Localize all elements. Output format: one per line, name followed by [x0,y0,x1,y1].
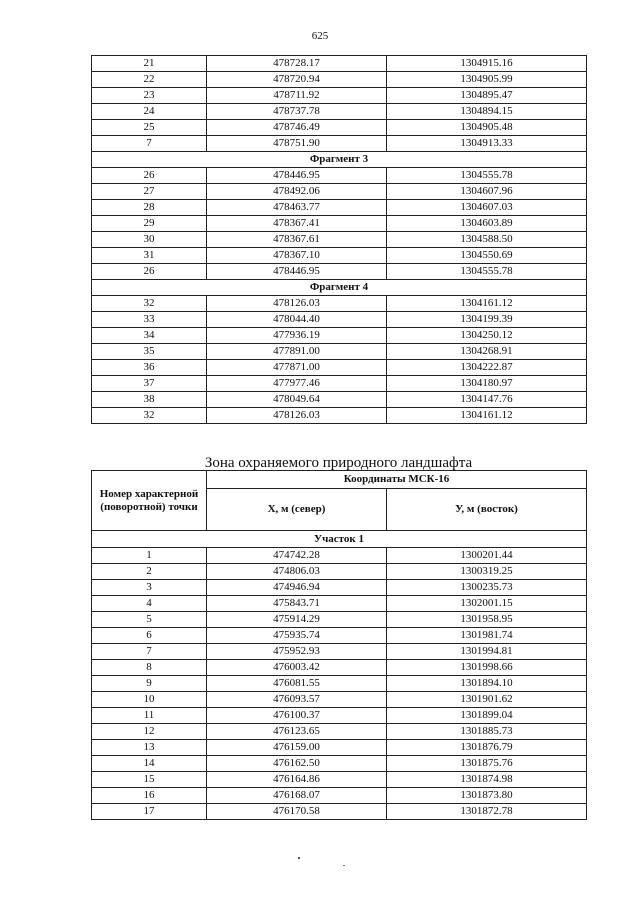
y-coordinate-cell: 1301899.04 [387,708,587,724]
table-row [92,200,587,216]
table-row [92,104,587,120]
point-number-cell: 8 [92,660,207,676]
table-row [92,772,587,788]
y-coordinate-cell: 1304588.50 [387,232,587,248]
protected-landscape-table [91,470,587,820]
point-number-cell: 16 [92,788,207,804]
table-row [92,692,587,708]
point-number-cell: 28 [92,200,207,216]
x-coordinate-cell: 476003.42 [207,660,387,676]
y-coordinate-cell: 1301994.81 [387,644,587,660]
table-row [92,392,587,408]
point-number-cell: 30 [92,232,207,248]
table-row [92,408,587,424]
point-number-cell: 37 [92,376,207,392]
y-coordinate-cell: 1304147.76 [387,392,587,408]
point-number-cell: 15 [92,772,207,788]
x-coordinate-cell: 478746.49 [207,120,387,136]
x-coordinate-cell: 474946.94 [207,580,387,596]
y-coordinate-cell: 1304250.12 [387,328,587,344]
x-coordinate-cell: 478446.95 [207,264,387,280]
point-number-cell: 5 [92,612,207,628]
scan-speck [343,865,345,866]
table-row [92,724,587,740]
y-coordinate-cell: 1301885.73 [387,724,587,740]
y-coordinate-cell: 1304161.12 [387,296,587,312]
x-coordinate-cell: 478711.92 [207,88,387,104]
x-coordinate-cell: 476162.50 [207,756,387,772]
table-row [92,376,587,392]
x-coordinate-cell: 476100.37 [207,708,387,724]
point-number-cell: 27 [92,184,207,200]
point-number-cell: 6 [92,628,207,644]
point-number-cell: 12 [92,724,207,740]
x-coordinate-cell: 476123.65 [207,724,387,740]
table-row [92,660,587,676]
point-number-cell: 7 [92,644,207,660]
point-number-cell: 13 [92,740,207,756]
table-row [92,360,587,376]
x-coordinate-cell: 478720.94 [207,72,387,88]
point-number-cell: 33 [92,312,207,328]
x-coordinate-cell: 475952.93 [207,644,387,660]
point-number-cell: 36 [92,360,207,376]
point-number-cell: 17 [92,804,207,820]
point-number-cell: 25 [92,120,207,136]
x-coordinate-cell: 477936.19 [207,328,387,344]
x-coordinate-cell: 478463.77 [207,200,387,216]
point-number-cell: 34 [92,328,207,344]
y-coordinate-cell: 1300235.73 [387,580,587,596]
x-coordinate-cell: 477891.00 [207,344,387,360]
point-number-cell: 22 [92,72,207,88]
table-row [92,328,587,344]
x-coordinate-cell: 478367.61 [207,232,387,248]
table-row [92,628,587,644]
x-coordinate-cell: 476170.58 [207,804,387,820]
y-coordinate-cell: 1304607.96 [387,184,587,200]
x-coordinate-cell: 478049.64 [207,392,387,408]
x-coordinate-cell: 477977.46 [207,376,387,392]
table-row [92,804,587,820]
coordinates-table-continued [91,55,587,424]
x-coordinate-cell: 475843.71 [207,596,387,612]
x-coordinate-cell: 476164.86 [207,772,387,788]
point-number-cell: 10 [92,692,207,708]
fragment-label: Фрагмент 3 [92,152,587,168]
y-coordinate-cell: 1304905.99 [387,72,587,88]
point-number-cell: 31 [92,248,207,264]
y-coordinate-cell: 1304895.47 [387,88,587,104]
table-row [92,312,587,328]
x-coordinate-cell: 475935.74 [207,628,387,644]
y-coordinate-cell: 1301875.76 [387,756,587,772]
y-coordinate-cell: 1301873.80 [387,788,587,804]
x-coordinate-cell: 474742.28 [207,548,387,564]
y-coordinate-cell: 1304180.97 [387,376,587,392]
point-number-cell: 4 [92,596,207,612]
table-row [92,184,587,200]
y-coordinate-cell: 1301874.98 [387,772,587,788]
y-coordinate-cell: 1304222.87 [387,360,587,376]
y-coordinate-cell: 1304555.78 [387,264,587,280]
table-row [92,56,587,72]
point-number-cell: 7 [92,136,207,152]
x-coordinate-cell: 476159.00 [207,740,387,756]
table-row [92,564,587,580]
table-row [92,232,587,248]
x-coordinate-cell: 478044.40 [207,312,387,328]
x-coordinate-cell: 478728.17 [207,56,387,72]
y-coordinate-cell: 1301872.78 [387,804,587,820]
table-row [92,136,587,152]
fragment-row [92,280,587,296]
point-number-cell: 24 [92,104,207,120]
section-label: Участок 1 [92,531,587,548]
fragment-row [92,152,587,168]
y-coordinate-cell: 1304915.16 [387,56,587,72]
table-row [92,788,587,804]
y-coordinate-cell: 1301981.74 [387,628,587,644]
y-coordinate-cell: 1304199.39 [387,312,587,328]
header-y: У, м (восток) [387,489,587,531]
y-coordinate-cell: 1304607.03 [387,200,587,216]
table-row [92,580,587,596]
point-number-cell: 35 [92,344,207,360]
y-coordinate-cell: 1301901.62 [387,692,587,708]
table-row [92,756,587,772]
y-coordinate-cell: 1300319.25 [387,564,587,580]
table-row [92,740,587,756]
y-coordinate-cell: 1304905.48 [387,120,587,136]
table-row [92,88,587,104]
header-coordinates: Координаты МСК-16 [207,471,587,489]
x-coordinate-cell: 478492.06 [207,184,387,200]
x-coordinate-cell: 477871.00 [207,360,387,376]
y-coordinate-cell: 1301876.79 [387,740,587,756]
y-coordinate-cell: 1301894.10 [387,676,587,692]
table-row [92,612,587,628]
x-coordinate-cell: 478367.10 [207,248,387,264]
scan-speck [298,857,300,859]
table-row [92,548,587,564]
table-row [92,296,587,312]
point-number-cell: 1 [92,548,207,564]
table-row [92,644,587,660]
y-coordinate-cell: 1304268.91 [387,344,587,360]
y-coordinate-cell: 1304603.89 [387,216,587,232]
x-coordinate-cell: 474806.03 [207,564,387,580]
table-row [92,676,587,692]
x-coordinate-cell: 476168.07 [207,788,387,804]
table-row [92,168,587,184]
point-number-cell: 26 [92,168,207,184]
table-row [92,216,587,232]
y-coordinate-cell: 1300201.44 [387,548,587,564]
point-number-cell: 11 [92,708,207,724]
x-coordinate-cell: 478737.78 [207,104,387,120]
x-coordinate-cell: 478367.41 [207,216,387,232]
x-coordinate-cell: 476081.55 [207,676,387,692]
table-row [92,72,587,88]
section-row [92,531,587,548]
point-number-cell: 26 [92,264,207,280]
point-number-cell: 23 [92,88,207,104]
zone-title: Зона охраняемого природного ландшафта [204,455,473,471]
y-coordinate-cell: 1301958.95 [387,612,587,628]
x-coordinate-cell: 478446.95 [207,168,387,184]
point-number-cell: 38 [92,392,207,408]
y-coordinate-cell: 1304555.78 [387,168,587,184]
x-coordinate-cell: 478126.03 [207,296,387,312]
x-coordinate-cell: 476093.57 [207,692,387,708]
y-coordinate-cell: 1302001.15 [387,596,587,612]
x-coordinate-cell: 475914.29 [207,612,387,628]
table-row [92,344,587,360]
point-number-cell: 32 [92,296,207,312]
page-number: 625 [311,30,329,42]
table-row [92,596,587,612]
point-number-cell: 14 [92,756,207,772]
point-number-cell: 9 [92,676,207,692]
x-coordinate-cell: 478126.03 [207,408,387,424]
y-coordinate-cell: 1301998.66 [387,660,587,676]
point-number-cell: 29 [92,216,207,232]
table-row [92,120,587,136]
point-number-cell: 32 [92,408,207,424]
table-row [92,264,587,280]
y-coordinate-cell: 1304913.33 [387,136,587,152]
y-coordinate-cell: 1304894.15 [387,104,587,120]
fragment-label: Фрагмент 4 [92,280,587,296]
point-number-cell: 3 [92,580,207,596]
table-row [92,248,587,264]
header-point-number: Номер характерной (поворотной) точки [92,471,207,531]
y-coordinate-cell: 1304550.69 [387,248,587,264]
point-number-cell: 21 [92,56,207,72]
point-number-cell: 2 [92,564,207,580]
header-x: X, м (север) [207,489,387,531]
x-coordinate-cell: 478751.90 [207,136,387,152]
y-coordinate-cell: 1304161.12 [387,408,587,424]
table-row [92,708,587,724]
